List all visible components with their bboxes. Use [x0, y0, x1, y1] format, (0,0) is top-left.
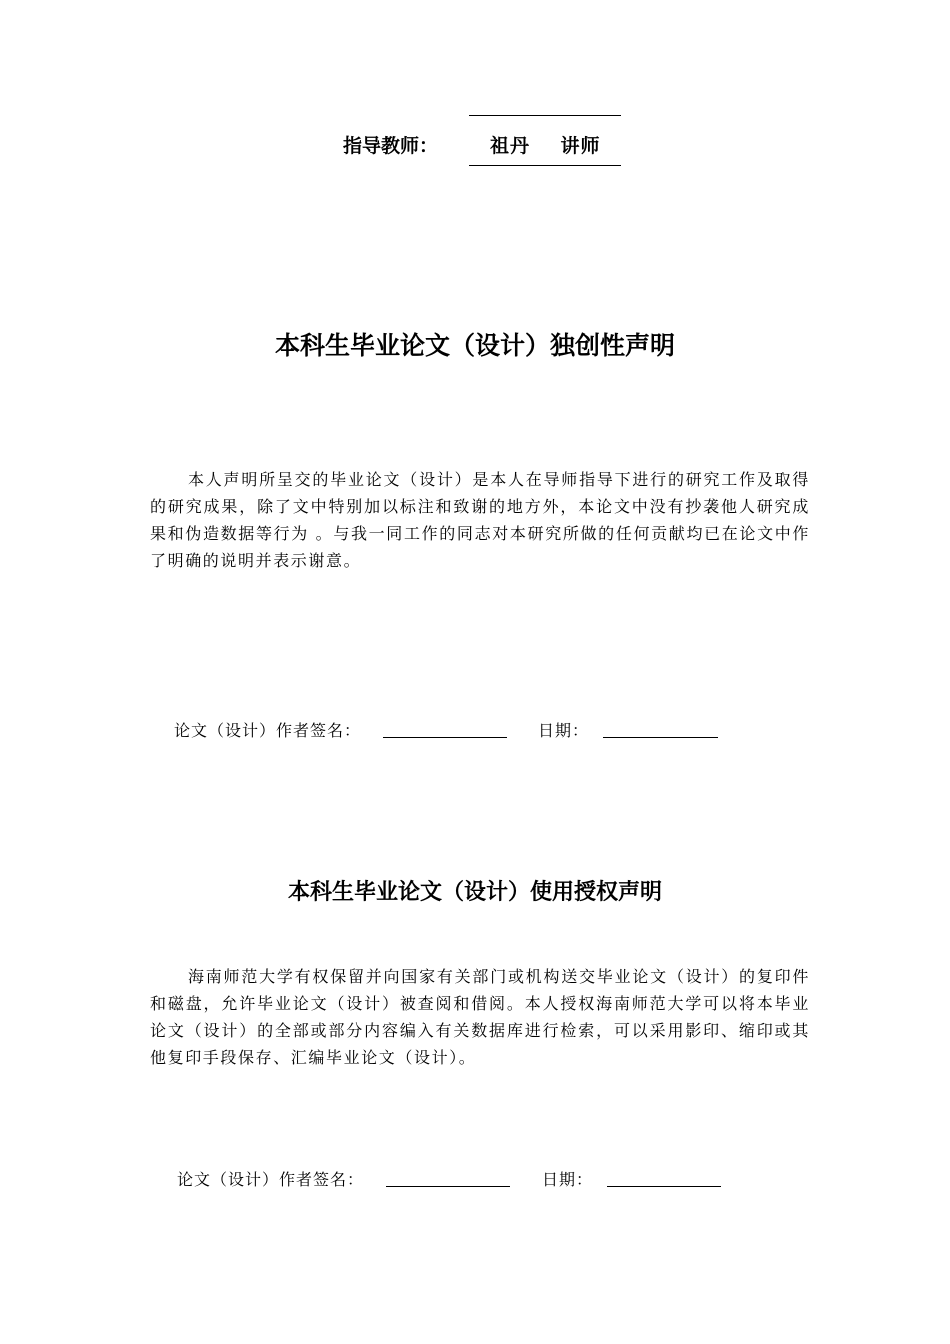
originality-date-label: 日期： [538, 721, 590, 740]
originality-body: 本人声明所呈交的毕业论文（设计）是本人在导师指导下进行的研究工作及取得的研究成果，除了文中特别加以标注和致谢的地方外，本论文中没有抄袭他人研究成果和伪造数据等行为 。与我一同工作的同志对本研究所做的任何贡献均已在论文中作了明确的说明并表示谢意。 [150, 470, 810, 570]
authorization-date-line[interactable] [607, 1186, 721, 1187]
advisor-bottom-rule [469, 165, 621, 166]
authorization-body: 海南师范大学有权保留并向国家有关部门或机构送交毕业论文（设计）的复印件和磁盘，允许毕业论文（设计）被查阅和借阅。本人授权海南师范大学可以将本毕业论文（设计）的全部或部分内容编入有关数据库进行检索，可以采用影印、缩印或其他复印手段保存、汇编毕业论文（设计）。 [150, 967, 810, 1067]
advisor-label: 指导教师： [343, 135, 439, 157]
authorization-date-label: 日期： [542, 1170, 594, 1189]
originality-signature-label: 论文（设计）作者签名： [174, 721, 362, 740]
authorization-title: 本科生毕业论文（设计）使用授权声明 [287, 880, 662, 905]
advisor-top-rule [469, 115, 621, 116]
originality-signature-line[interactable] [383, 737, 507, 738]
originality-date-line[interactable] [603, 737, 718, 738]
advisor-name: 祖丹 讲师 [490, 135, 601, 157]
originality-title: 本科生毕业论文（设计）独创性声明 [274, 331, 675, 360]
authorization-signature-line[interactable] [386, 1186, 510, 1187]
authorization-signature-label: 论文（设计）作者签名： [177, 1170, 365, 1189]
